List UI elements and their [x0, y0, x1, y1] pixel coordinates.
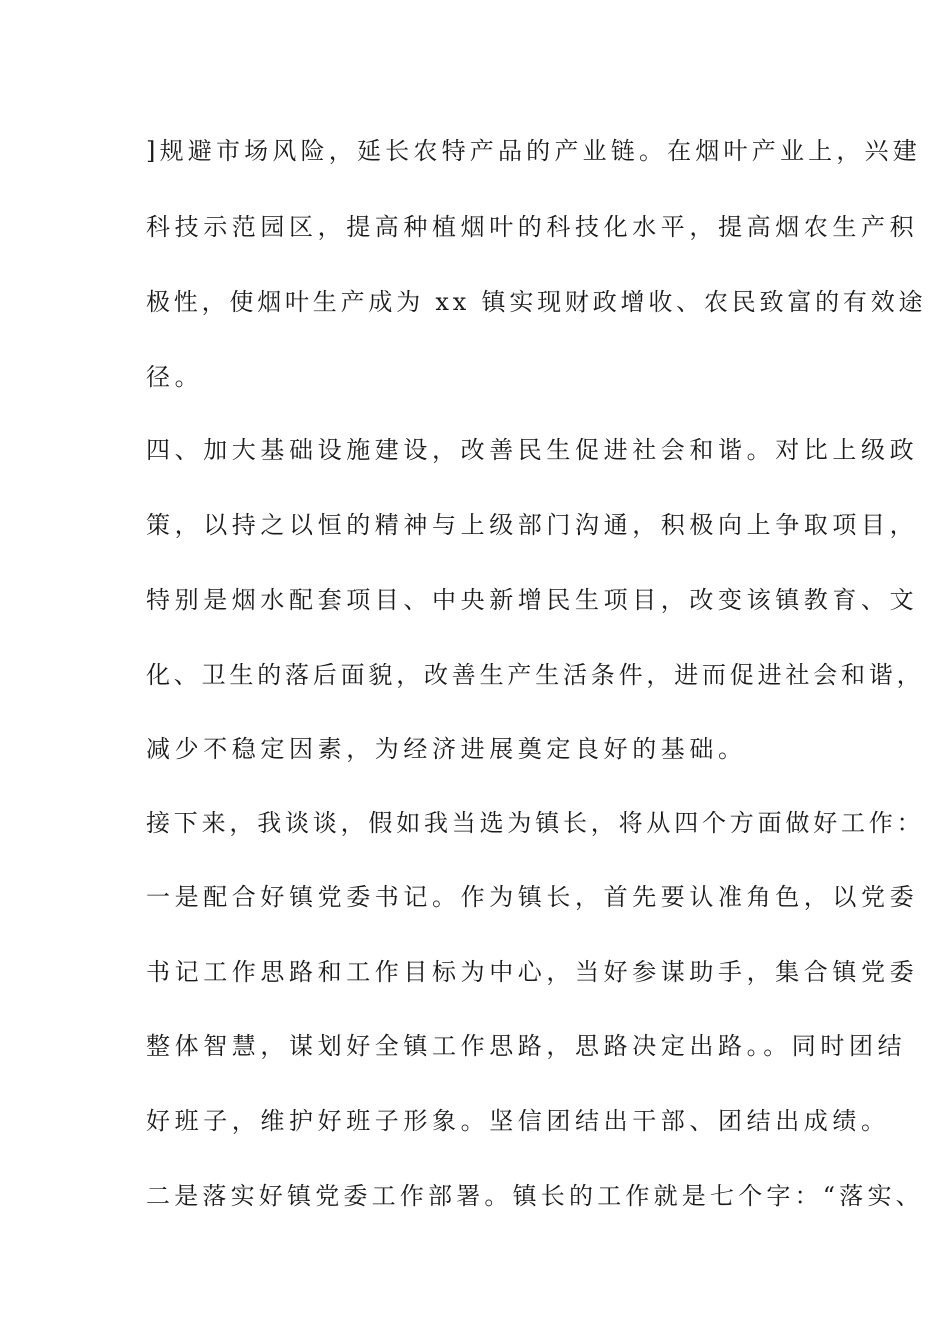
text-line: 减少不稳定因素，为经济进展奠定良好的基础。	[146, 735, 747, 763]
text-line: 策，以持之以恒的精神与上级部门沟通，积极向上争取项目，	[146, 511, 919, 539]
text-line: 二是落实好镇党委工作部署。镇长的工作就是七个字：“落实、	[146, 1182, 924, 1210]
text-line: 接下来，我谈谈，假如我当选为镇长，将从四个方面做好工作：	[146, 809, 925, 837]
text-line: 四、加大基础设施建设，改善民生促进社会和谐。对比上级政	[146, 436, 919, 464]
text-line: 径。	[146, 363, 204, 391]
text-line: 好班子，维护好班子形象。坚信团结出干部、团结出成绩。	[146, 1107, 890, 1135]
text-line: 特别是烟水配套项目、中央新增民生项目，改变该镇教育、文	[146, 586, 919, 614]
text-line: 整体智慧，谋划好全镇工作思路，思路决定出路。。同时团结	[146, 1032, 907, 1060]
text-line: ]规避市场风险，延长农特产品的产业链。在烟叶产业上，兴建	[146, 137, 921, 165]
text-line: 极性，使烟叶生产成为 xx 镇实现财政增收、农民致富的有效途	[146, 288, 927, 316]
text-line: 书记工作思路和工作目标为中心，当好参谋助手，集合镇党委	[146, 958, 919, 986]
text-line: 化、卫生的落后面貌，改善生产生活条件，进而促进社会和谐，	[146, 661, 925, 689]
text-line: 一是配合好镇党委书记。作为镇长，首先要认准角色，以党委	[146, 883, 919, 911]
text-line: 科技示范园区，提高种植烟叶的科技化水平，提高烟农生产积	[146, 213, 919, 241]
